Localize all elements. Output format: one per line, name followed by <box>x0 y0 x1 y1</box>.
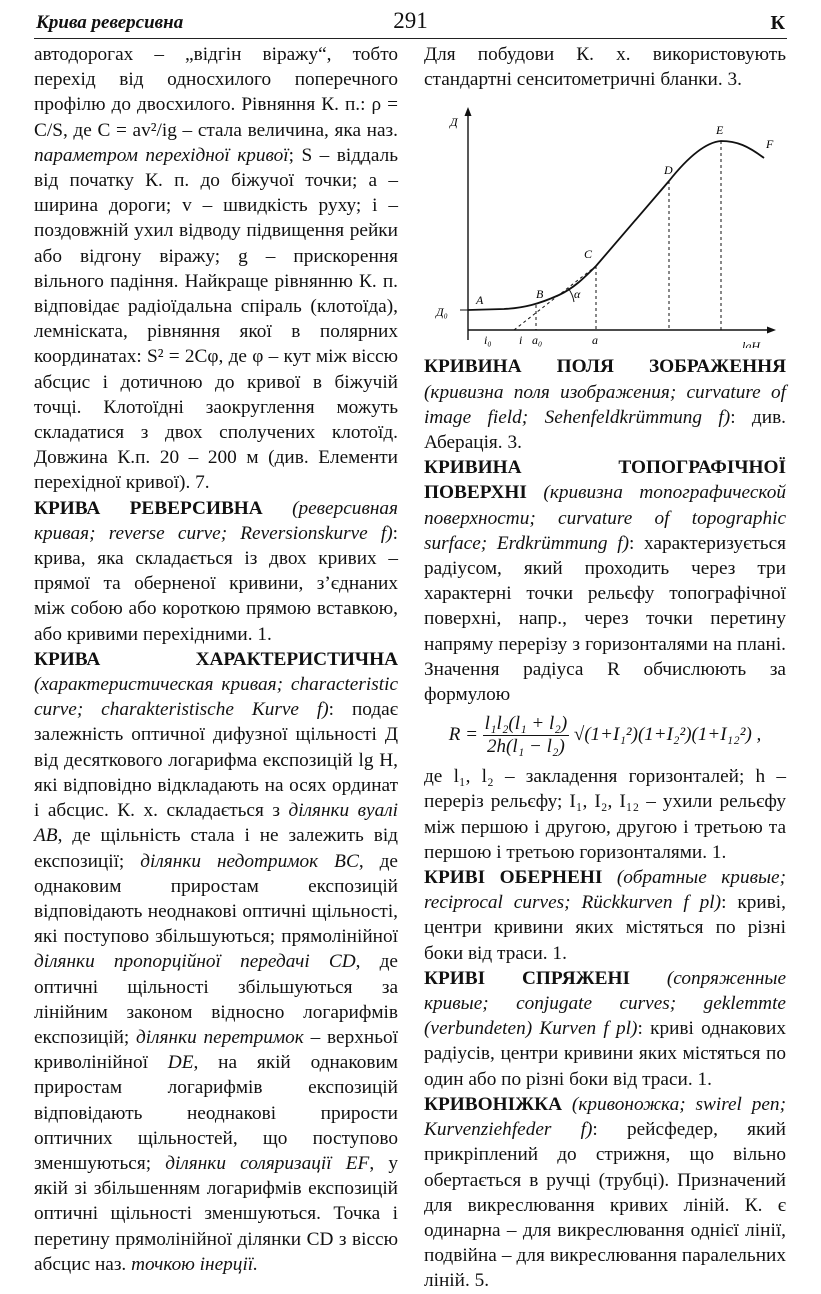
header-section-title: Крива реверсивна <box>36 12 184 33</box>
point-d-label: D <box>664 163 673 178</box>
entry-characteristic-curve: КРИВА ХАРАКТЕРИСТИЧНА (характеристическая кривая; characteristic curve; charakteristische Kurve f): подає залежність оптичної дифузної щільності Д від десяткового логарифма експозицій lg H, які відповідно відкладають на осях ординат і абсцис. К. х. складається з ділянки вуалі AB, де щільність стала і не залежить від експозиції; ділянки недотримок BC, де однаковим приростам експозицій відповідають неоднакові оптичні щільності, які поступово збільшуються; прямолінійної ділянки пропорційної передачі CD, де оптичні щільності збільшуються за лінійним законом відносно логарифмів експозицій; ділянки перетримок – верхньої криволінійної DE, на якій однаковим приростам логарифмів експозицій відповідають неоднакові прирости оптичних щільностей, що поступово зменшуються; ділянки соляризації EF, у якій зі збільшенням логарифмів експозицій оптичні щільності зменшуються. Точка i перетину прямолінійної ділянки CD з віссю абсцис наз. точкою інерції. <box>34 648 399 1275</box>
entry-term: КРИВІ СПРЯЖЕНІ <box>424 967 631 989</box>
point-c-label: C <box>584 247 593 262</box>
page-number: 291 <box>393 8 428 33</box>
entry-reciprocal-curves: КРИВІ ОБЕРНЕНІ (обратные кривые; reciprocal curves; Rückkurven f pl): криві, центри кривини яких містяться по різні боки від траси. 1. <box>424 867 786 964</box>
formula-explanation: де l₁, l₂ – закладення горизонталей; h – переріз рельєфу; I₁, I₂, I₁₂ – ухили рельєфу між першою і другою, другою і третьою та першою і третьою горизонталями. 1. <box>424 766 786 863</box>
entry-reverse-curve: КРИВА РЕВЕРСИВНА (реверсивная кривая; reverse curve; Reversionskurve f): крива, яка складається із двох кривих – прямої та оберненої кривини, з’єднаних між собою або короткою прямою вставкою, або кривими перехідними. 1. <box>34 497 398 645</box>
running-header <box>34 8 787 39</box>
x-axis-label: lgH <box>742 339 760 349</box>
paragraph-sensitometric-blanks: Для побудови К. х. використовують стандартні сенситометричні бланки. 3. <box>424 44 786 91</box>
y-axis-label: Д <box>450 115 458 130</box>
i0-label: i₀ <box>484 333 492 348</box>
header-letter: К <box>770 12 785 34</box>
radius-formula: R = $\frac{\text{l₁l₂(l₁ + l₂)}}{\text{2h(l₁ − l₂)}}$ √(1+I₁²)(1+I₂²)(1+I₁₂²) , <box>448 713 762 758</box>
entry-term: КРИВОНІЖКА <box>424 1093 563 1115</box>
point-e-label: E <box>716 123 724 138</box>
point-b-label: B <box>536 287 544 302</box>
left-column <box>34 42 398 1277</box>
right-column <box>424 42 786 1294</box>
entry-field-curvature: КРИВИНА ПОЛЯ ЗОБРАЖЕННЯ (кривизна поля изображения; curvature of image field; Sehenfeldkrümmung f): див. Аберація. 3. <box>424 356 786 454</box>
entry-transition-curve-continued: автодорогах – „відгін віражу“, тобто перехід від односхилого поперечного профілю до двосхилого. Рівняння К. п.: ρ = C/S, де C = av²/ig – стала величина, яка наз. параметром перехідної кривої; S – віддаль від початку К. п. до біжучої точки; a – ширина дороги; v – швидкість руху; i – поздовжній ухил відводу підвищення рейки або відгону віражу; g – прискорення вільного падіння. Найкраще рівнянню К. п. відповідає радіоїдальна спіраль (клотоїда), лемніската, рівняння якої в полярних координатах: S² = 2Cφ, де φ – кут між віссю абсцис і дотичною до кривої в біжучій точці. Клотоїдні заокруглення можуть складатися з двох сполучених клотоїд. Довжина К.п. 20 – 200 м (див. Елементи перехідної кривої). 7. <box>34 44 398 494</box>
entry-term: КРИВА РЕВЕРСИВНА <box>34 497 263 519</box>
characteristic-curve-line <box>468 141 764 310</box>
entry-term: КРИВА ХАРАКТЕРИСТИЧНА <box>34 648 398 670</box>
characteristic-curve-svg <box>424 98 786 348</box>
entry-swivel-pen: КРИВОНІЖКА (кривоножка; swirel pen; Kurvenziehfeder f): рейсфедер, який прикріплений до стрижня, що вільно обертається в ручці (трубці). Призначений для викреслювання кривих ліній. К. є одинарна – для викреслювання однієї лінії, подвійна – для викреслювання паралельних ліній. 5. <box>424 1093 786 1292</box>
point-f-label: F <box>766 137 774 152</box>
a0-label: a₀ <box>532 333 543 348</box>
inertia-point-label: i <box>519 333 523 348</box>
a-label: a <box>592 333 598 348</box>
x-axis-arrow-icon <box>767 327 776 334</box>
entry-conjugate-curves: КРИВІ СПРЯЖЕНІ (сопряженные кривые; conjugate curves; geklemmte (verbundeten) Kurven f pl): криві однакових радіусів, центри кривини яких містяться по один або по різні боки від траси. 1. <box>424 967 786 1090</box>
entry-term: КРИВИНА ТОПОГРАФІЧНОЇ ПОВЕРХНІ <box>424 457 786 504</box>
entry-term: КРИВИНА ПОЛЯ ЗОБРАЖЕННЯ <box>424 356 786 378</box>
characteristic-curve-figure <box>424 98 786 348</box>
entry-term: КРИВІ ОБЕРНЕНІ <box>424 867 603 889</box>
y-axis-arrow-icon <box>465 107 472 116</box>
y0-label: Д₀ <box>436 305 448 320</box>
entry-topographic-curvature: КРИВИНА ТОПОГРАФІЧНОЇ ПОВЕРХНІ (кривизна топографической поверхности; curvature of topographic surface; Erdkrümmung f): характеризується радіусом, який проходить через три характерні точки рельєфу топографічної поверхні, напр., через точки перетину напряму перерізу з горизонталями на плані. Значення радіуса R обчислюють за формулою <box>424 457 787 706</box>
point-a-label: A <box>476 293 484 308</box>
tangent-to-x-axis <box>514 266 596 330</box>
angle-alpha-label: α <box>574 287 581 302</box>
